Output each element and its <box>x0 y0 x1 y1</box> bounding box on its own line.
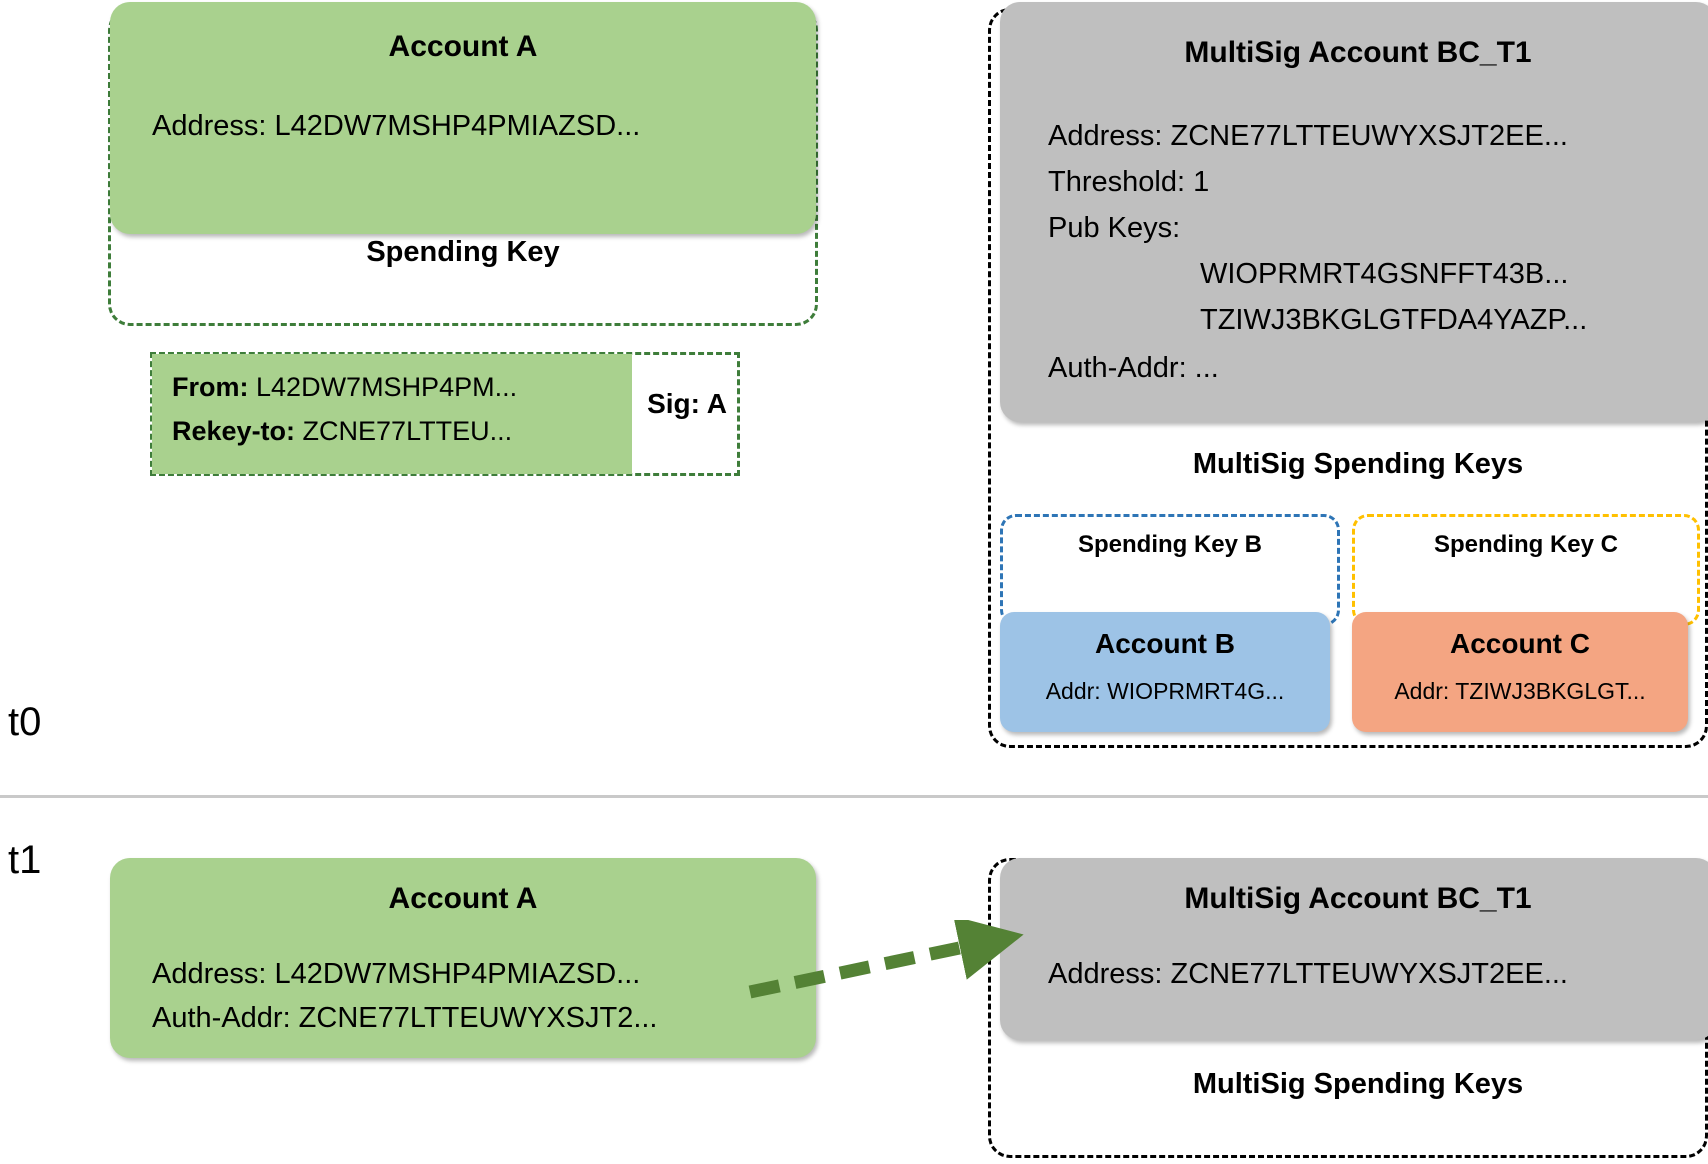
multisig-spending-keys-label: MultiSig Spending Keys <box>1192 448 1524 480</box>
transaction-rekey-label: Rekey-to: <box>172 416 296 446</box>
transaction-from-row <box>172 372 517 403</box>
timeline-label-t1: t1 <box>8 838 42 882</box>
rekey-transaction-card <box>152 354 632 474</box>
multisig-address: Address: ZCNE77LTTEUWYXSJT2EE... <box>1048 120 1568 152</box>
timeline-label-t0: t0 <box>8 700 42 744</box>
account-a-address: Address: L42DW7MSHP4PMIAZSD... <box>152 110 641 142</box>
transaction-rekey-value: ZCNE77LTTEU... <box>302 416 513 446</box>
multisig-auth-addr: Auth-Addr: ... <box>1048 352 1219 384</box>
account-a-address-t1: Address: L42DW7MSHP4PMIAZSD... <box>152 958 641 990</box>
account-a-auth-addr-t1: Auth-Addr: ZCNE77LTTEUWYXSJT2... <box>152 1002 658 1034</box>
multisig-threshold: Threshold: 1 <box>1048 166 1210 198</box>
account-a-card <box>110 2 816 234</box>
spending-key-b-label: Spending Key B <box>1077 531 1263 558</box>
transaction-from-label: From: <box>172 372 249 402</box>
account-a-title: Account A <box>388 30 538 63</box>
transaction-rekey-row <box>172 416 512 447</box>
multisig-address-t1: Address: ZCNE77LTTEUWYXSJT2EE... <box>1048 958 1568 990</box>
account-c-title: Account C <box>1450 628 1590 659</box>
spending-key-c-label: Spending Key C <box>1433 531 1619 558</box>
multisig-pubkeys-label: Pub Keys: <box>1048 212 1181 244</box>
account-c-card <box>1352 612 1688 732</box>
account-b-title: Account B <box>1095 628 1235 659</box>
account-a-title-t1: Account A <box>388 882 538 915</box>
account-b-card <box>1000 612 1330 732</box>
multisig-account-card <box>1000 2 1708 422</box>
timeline-divider <box>0 795 1708 798</box>
multisig-pubkey-1: WIOPRMRT4GSNFFT43B... <box>1200 258 1569 290</box>
multisig-account-title-t1: MultiSig Account BC_T1 <box>1184 882 1532 915</box>
transaction-signature: Sig: A <box>647 388 727 419</box>
multisig-account-title: MultiSig Account BC_T1 <box>1184 36 1532 69</box>
multisig-account-card-t1 <box>1000 858 1708 1040</box>
spending-key-c-group <box>1352 514 1700 626</box>
multisig-spending-keys-label-t1: MultiSig Spending Keys <box>1192 1068 1524 1100</box>
account-c-address: Addr: TZIWJ3BKGLGT... <box>1394 678 1646 704</box>
multisig-pubkey-2: TZIWJ3BKGLGTFDA4YAZP... <box>1200 304 1588 336</box>
account-a-card-t1 <box>110 858 816 1058</box>
spending-key-b-group <box>1000 514 1340 626</box>
account-a-spending-key-label: Spending Key <box>366 236 560 268</box>
account-b-address: Addr: WIOPRMRT4G... <box>1045 678 1285 704</box>
transaction-from-value: L42DW7MSHP4PM... <box>256 372 518 402</box>
